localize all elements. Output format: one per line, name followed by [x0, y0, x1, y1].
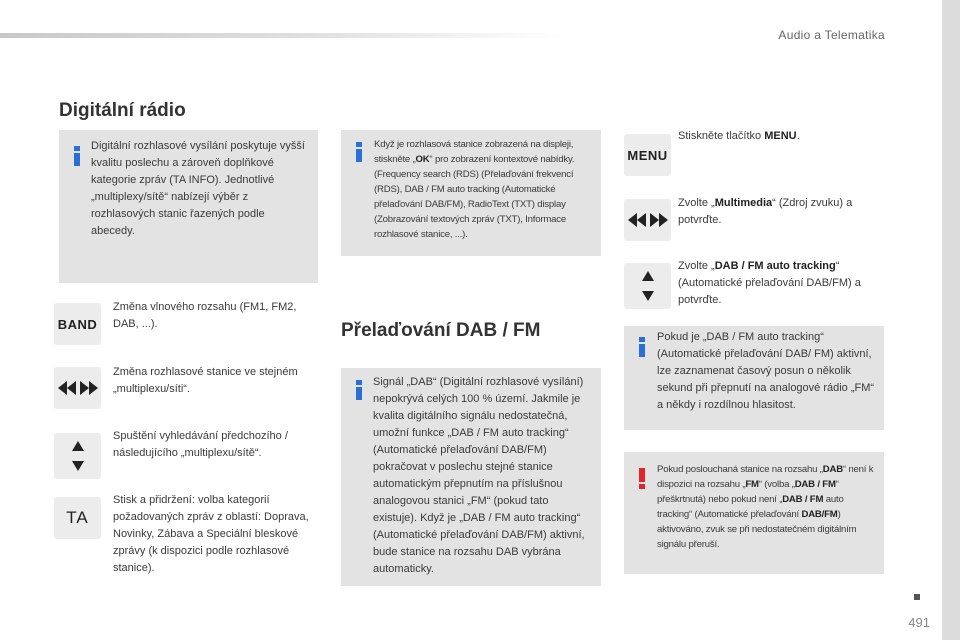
ta-button-icon: [54, 497, 101, 539]
band-description: Změna vlnového rozsahu (FM1, FM2, DAB, ...).: [113, 301, 297, 330]
up-down-arrows-icon: [54, 433, 101, 479]
page-title: Digitální rádio: [59, 100, 186, 121]
warning-text: Pokud poslouchaná stanice na rozsahu „DAB“ není k dispozici na rozsahu „FM“ (volba „DAB / FM“ přeškrtnutá) nebo pokud není „DAB / FM auto tracking“ (Automatické přelaďování DAB/FM) aktivováno, zvuk se při nedostatečném digitálním signálu přeruší.: [657, 464, 874, 550]
down-arrow-icon: [642, 291, 654, 301]
step-multimedia: Zvolte „Multimedia“ (Zdroj zvuku) a potvrďte.: [678, 197, 853, 226]
info-icon: [355, 142, 363, 162]
up-down-arrows-icon: [624, 263, 671, 309]
info-icon: [355, 380, 363, 400]
ta-description: Stisk a přidržení: volba kategorií požadovaných zpráv z oblastí: Doprava, Novinky, Zábava a Speciální bleskové zprávy (k dispozici podle rozhlasové stanice).: [113, 494, 309, 574]
page-marker: [914, 594, 920, 600]
up-arrow-icon: [72, 441, 84, 451]
info-box-digital-radio: [59, 130, 318, 283]
down-arrow-icon: [72, 461, 84, 471]
info-box-ok-menu: [341, 130, 601, 256]
section-title-dab-fm: Přelaďování DAB / FM: [341, 320, 541, 341]
band-label: BAND: [57, 316, 98, 332]
step-dab-fm-auto-tracking: Zvolte „DAB / FM auto tracking“ (Automatické přelaďování DAB/FM) a potvrďte.: [678, 260, 861, 306]
warning-icon: [638, 468, 646, 490]
info-icon: [638, 337, 646, 357]
info-text: Když je rozhlasová stanice zobrazená na displeji, stiskněte „OK“ pro zobrazení kontextové nabídky. (Frequency search (RDS) (Přelaďování frekvencí (RDS), DAB / FM auto tracking (Automatické přelaďování DAB/FM), RadioText (TXT) display (Zobrazování textových zpráv (TXT), Informace rozhlasové stanice, ...).: [374, 139, 575, 240]
info-box-dab-signal: [341, 368, 601, 586]
left-right-arrows-icon: [58, 381, 98, 395]
band-button-icon: [54, 303, 101, 345]
info-icon: [73, 146, 81, 166]
header-section-title: Audio a Telematika: [778, 28, 885, 42]
seek-arrows-icon: [54, 367, 101, 409]
multiplex-search-description: Spuštění vyhledávání předchozího / následujícího „multiplexu/sítě“.: [113, 430, 288, 459]
left-right-arrows-icon: [628, 213, 668, 227]
seek-description: Změna rozhlasové stanice ve stejném „multiplexu/síti“.: [113, 366, 298, 395]
info-box-time-shift: [624, 326, 884, 430]
right-edge-bar: [942, 0, 960, 640]
header-bar: [0, 33, 560, 38]
ok-key-label: OK: [415, 154, 430, 165]
menu-button-icon: [624, 134, 671, 176]
page-number: 491: [908, 615, 930, 630]
multimedia-arrows-icon: [624, 199, 671, 241]
menu-label: MENU: [627, 147, 668, 163]
info-text: Signál „DAB“ (Digitální rozhlasové vysílání) nepokrývá celých 100 % území. Jakmile je kvalita digitálního signálu nedostatečná, umožní funkce „DAB / FM auto tracking“ (Automatické přelaďování DAB/FM) pokračovat v poslechu stejné stanice automatickým přepnutím na příslušnou analogovou stanici „FM“ (pokud tato existuje). Když je „DAB / FM auto tracking“ (Automatické přelaďování DAB/FM) aktivní, bude stanice na rozsahu DAB vybrána automaticky.: [373, 376, 585, 575]
up-arrow-icon: [642, 271, 654, 281]
ta-label: TA: [66, 508, 89, 527]
info-text: Pokud je „DAB / FM auto tracking“ (Automatické přelaďování DAB/ FM) aktivní, lze zaznamenat časový posun o několik sekund při přepnutí na analogové rádio „FM“ a někdy i rozdílnou hlasitost.: [657, 331, 875, 411]
info-text: Digitální rozhlasové vysílání poskytuje vyšší kvalitu poslechu a zároveň doplňkové kategorie zpráv (TA INFO). Jednotlivé „multiplexy/sítě“ nabízejí výběr z rozhlasových stanic řazených podle abecedy.: [91, 140, 305, 237]
step-menu: Stiskněte tlačítko MENU.: [678, 130, 800, 142]
warning-box: [624, 452, 884, 574]
